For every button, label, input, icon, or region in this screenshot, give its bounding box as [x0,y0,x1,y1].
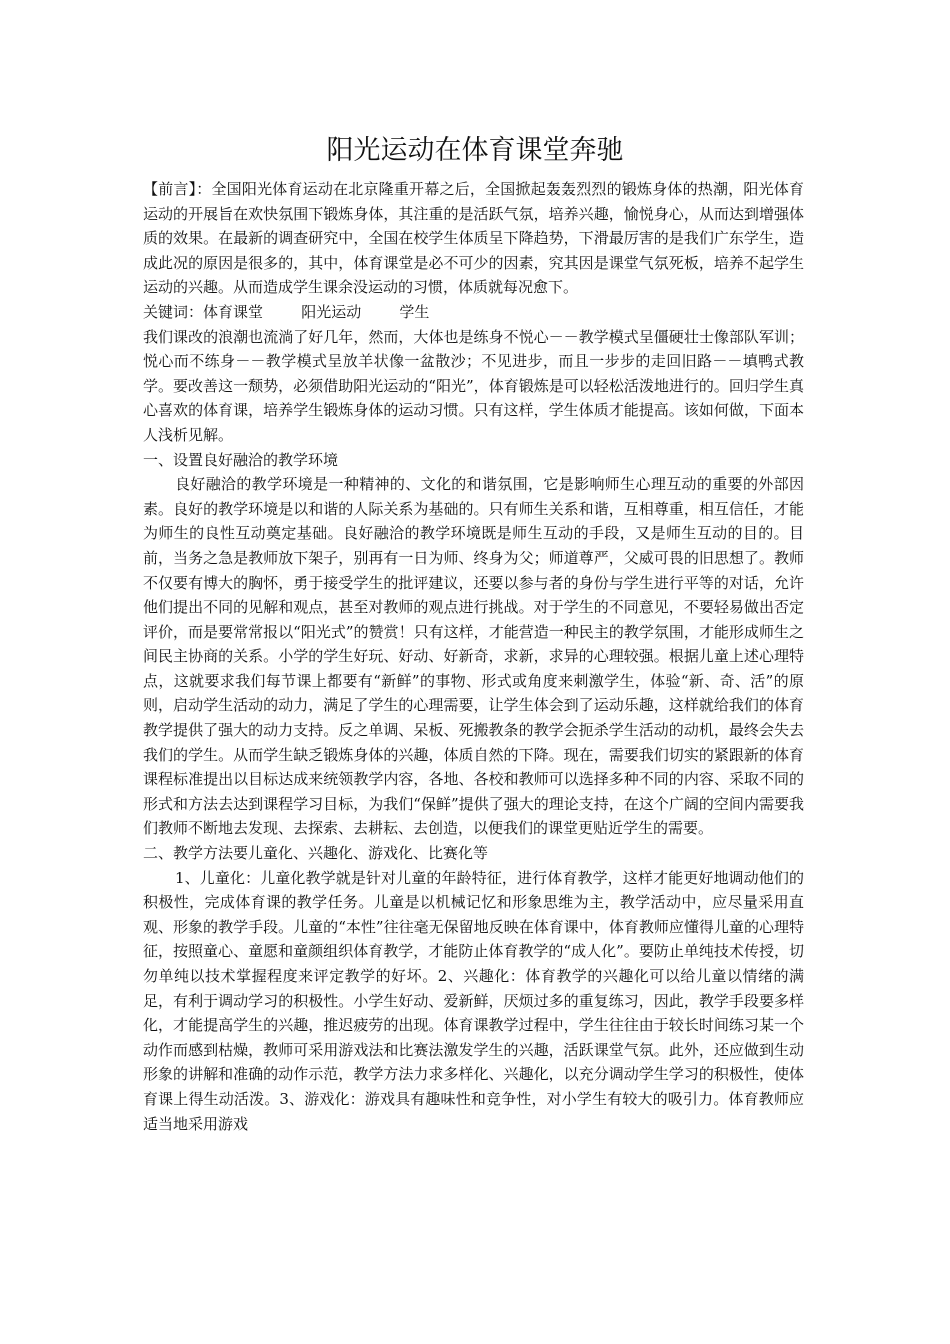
section-heading: 二、教学方法要儿童化、兴趣化、游戏化、比赛化等 [143,844,489,863]
keyword-item: 学生 [399,302,430,321]
section-heading: 一、设置良好融洽的教学环境 [143,450,339,469]
keywords-label: 关键词： [143,302,204,321]
document-body [143,177,804,1136]
intro-paragraph: 我们课改的浪潮也流淌了好几年，然而，大体也是练身不悦心－－教学模式呈僵硬壮士像部队军训；悦心而不练身－－教学模式呈放羊状像一盆散沙；不见进步，而且一步步的走回旧路－－填鸭式教学。要改善这一颓势，必须借助阳光运动的“阳光”，体育锻炼是可以轻松活泼地进行的。回归学生真心喜欢的体育课，培养学生锻炼身体的运动习惯。只有这样，学生体质才能提高。该如何做，下面本人浅析见解。 [143,327,804,444]
keyword-item: 阳光运动 [301,302,362,321]
section-paragraph: 良好融洽的教学环境是一种精神的、文化的和谐氛围，它是影响师生心理互动的重要的外部因素。良好的教学环境是以和谐的人际关系为基础的。只有师生关系和谐，互相尊重，相互信任，才能为师生的良性互动奠定基础。良好融洽的教学环境既是师生互动的手段，又是师生互动的目的。目前，当务之急是教师放下架子，别再有一日为师、终身为父；师道尊严，父威可畏的旧思想了。教师不仅要有博大的胸怀，勇于接受学生的批评建议，还要以参与者的身份与学生进行平等的对话，允许他们提出不同的见解和观点，甚至对教师的观点进行挑战。对于学生的不同意见，不要轻易做出否定评价，而是要常常报以“阳光式”的赞赏！只有这样，才能营造一种民主的教学氛围，才能形成师生之间民主协商的关系。小学的学生好玩、好动、好新奇，求新，求异的心理较强。根据儿童上述心理特点，这就要求我们每节课上都要有“新鲜”的事物、形式或角度来刺激学生，体验“新、奇、活”的原则，启动学生活动的动力，满足了学生的心理需要，让学生体会到了运动乐趣，这样就给我们的体育教学提供了强大的动力支持。反之单调、呆板、死搬教条的教学会扼杀学生活动的动机，最终会失去我们的学生。从而学生缺乏锻炼身体的兴趣，体质自然的下降。现在，需要我们切实的紧跟新的体育课程标准提出以目标达成来统领教学内容，各地、各校和教师可以选择多种不同的内容、采取不同的形式和方法去达到课程学习目标，为我们“保鲜”提供了强大的理论支持，在这个广阔的空间内需要我们教师不断地去发现、去探索、去耕耘、去创造，以便我们的课堂更贴近学生的需要。 [143,475,804,838]
document-title: 阳光运动在体育课堂奔驰 [326,135,624,166]
section-paragraph: 1、儿童化：儿童化教学就是针对儿童的年龄特征，进行体育教学，这样才能更好地调动他们的积极性，完成体育课的教学任务。儿童是以机械记忆和形象思维为主，教学活动中，应尽量采用直观、形象的教学手段。儿童的“本性”往往毫无保留地反映在体育课中，体育教师应懂得儿童的心理特征，按照童心、童愿和童颜组织体育教学，才能防止体育教学的“成人化”。要防止单纯技术传授，切勿单纯以技术掌握程度来评定教学的好坏。2、兴趣化：体育教学的兴趣化可以给儿童以情绪的满足，有利于调动学习的积极性。小学生好动、爱新鲜，厌烦过多的重复练习，因此，教学手段要多样化，才能提高学生的兴趣，推迟疲劳的出现。体育课教学过程中，学生往往由于较长时间练习某一个动作而感到枯燥，教师可采用游戏法和比赛法激发学生的兴趣，活跃课堂气氛。此外，还应做到生动形象的讲解和准确的动作示范，教学方法力求多样化、兴趣化，以充分调动学生学习的积极性，使体育课上得生动活泼。3、游戏化：游戏具有趣味性和竞争性，对小学生有较大的吸引力。体育教师应适当地采用游戏 [143,868,804,1133]
preface-paragraph: 【前言】：全国阳光体育运动在北京隆重开幕之后，全国掀起轰轰烈烈的锻炼身体的热潮，阳光体育运动的开展旨在欢快氛围下锻炼身体，其注重的是活跃气氛，培养兴趣，愉悦身心，从而达到增强体质的效果。在最新的调查研究中，全国在校学生体质呈下降趋势，下滑最厉害的是我们广东学生，造成此况的原因是很多的，其中，体育课堂是必不可少的因素，究其因是课堂气氛死板，培养不起学生运动的兴趣。从而造成学生课余没运动的习惯，体质就每况愈下。 [143,180,804,297]
keyword-item: 体育课堂 [203,302,264,321]
keywords-line [143,300,804,325]
